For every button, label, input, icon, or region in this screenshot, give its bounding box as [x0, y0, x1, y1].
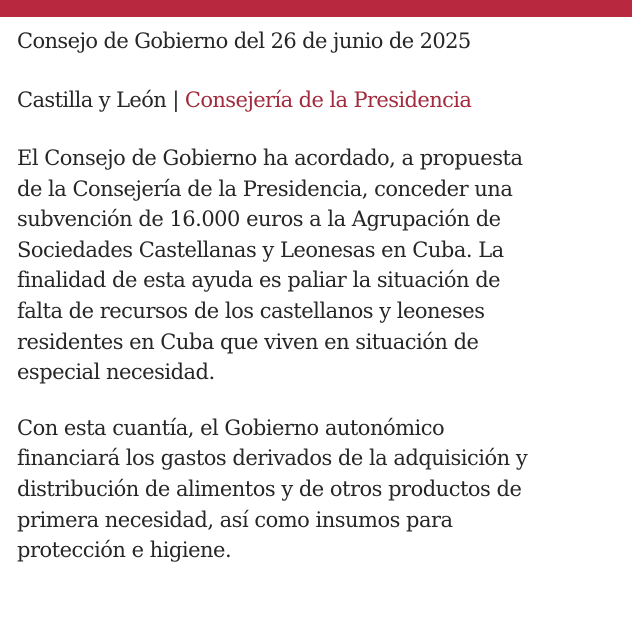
paragraph-line: finalidad de esta ayuda es paliar la situación de — [17, 268, 501, 293]
paragraph-line: El Consejo de Gobierno ha acordado, a propuesta — [17, 146, 523, 170]
breadcrumb-department-link[interactable]: Consejería de la Presidencia — [184, 88, 472, 112]
article-paragraph-1 — [17, 143, 625, 388]
breadcrumb — [17, 83, 625, 117]
article-paragraph-2 — [17, 413, 625, 566]
paragraph-line: Con esta cuantía, el Gobierno autonómico — [17, 415, 445, 440]
paragraph-line: financiará los gastos derivados de la adquisición y — [17, 446, 528, 471]
paragraph-line: residentes en Cuba que viven en situación de — [17, 329, 479, 354]
breadcrumb-region: Castilla y León — [17, 88, 167, 112]
paragraph-line: especial necesidad. — [17, 360, 215, 385]
paragraph-line: de la Consejería de la Presidencia, conceder una — [17, 176, 513, 201]
paragraph-line: primera necesidad, así como insumos para — [17, 507, 453, 532]
paragraph-line: falta de recursos de los castellanos y leoneses — [17, 298, 485, 323]
top-accent-bar — [0, 0, 632, 17]
news-item — [17, 24, 625, 566]
session-title: Consejo de Gobierno del 26 de junio de 2025 — [17, 29, 471, 53]
breadcrumb-separator: | — [172, 88, 179, 112]
paragraph-line: protección e higiene. — [17, 538, 232, 563]
paragraph-line: distribución de alimentos y de otros productos de — [17, 476, 522, 501]
paragraph-line: Sociedades Castellanas y Leonesas en Cuba. La — [17, 237, 504, 262]
paragraph-line: subvención de 16.000 euros a la Agrupación de — [17, 207, 501, 232]
